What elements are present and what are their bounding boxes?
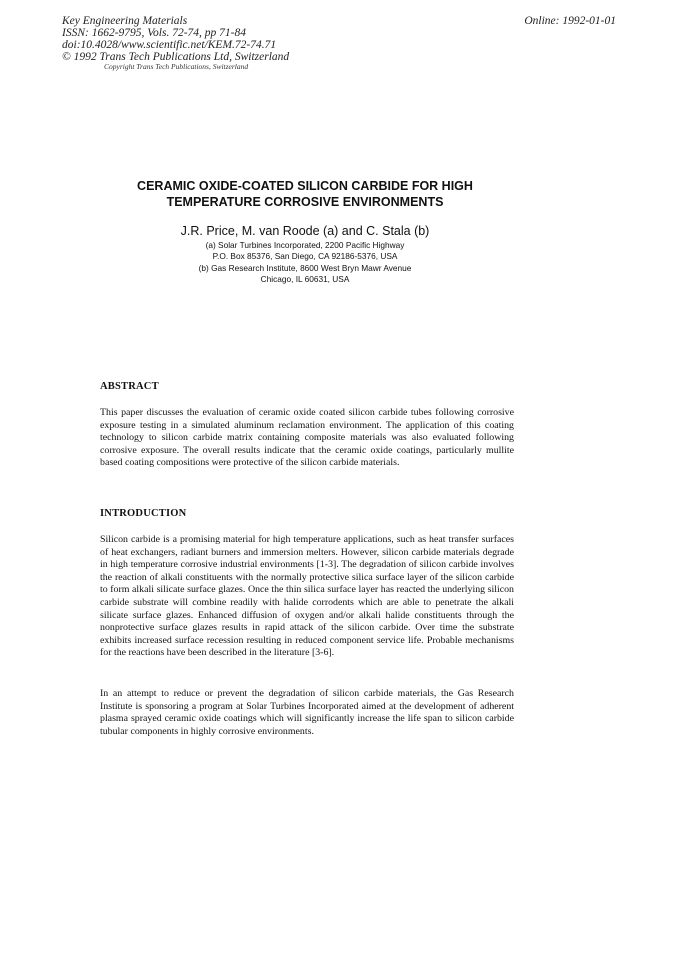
title-line-1: CERAMIC OXIDE-COATED SILICON CARBIDE FOR HIGH xyxy=(137,179,473,193)
issn-line: ISSN: 1662-9795, Vols. 72-74, pp 71-84 xyxy=(62,27,246,39)
abstract-text: This paper discusses the evaluation of ceramic oxide coated silicon carbide tubes following corrosive exposure testing in a simulated aluminum reclamation environment. The application of this coating technology to silicon carbide matrix containing composite materials was also evaluated following corrosive exposure. The overall results indicate that the ceramic oxide coatings, particularly mullite based coating compositions were protective of the silicon carbide materials. xyxy=(100,407,514,469)
paper-title xyxy=(98,178,512,210)
publisher-watermark: Copyright Trans Tech Publications, Switzerland xyxy=(104,62,249,71)
title-line-2: TEMPERATURE CORROSIVE ENVIRONMENTS xyxy=(166,195,444,209)
doi-line: doi:10.4028/www.scientific.net/KEM.72-74.71 xyxy=(62,39,277,51)
affiliation-line: Chicago, IL 60631, USA xyxy=(260,273,350,284)
author-list: J.R. Price, M. van Roode (a) and C. Stala (b) xyxy=(180,224,430,238)
affiliation-line: (a) Solar Turbines Incorporated, 2200 Pacific Highway xyxy=(205,240,405,250)
introduction-heading: INTRODUCTION xyxy=(100,508,187,519)
affiliation-line: (b) Gas Research Institute, 8600 West Bryn Mawr Avenue xyxy=(198,262,412,273)
affiliations xyxy=(98,240,512,285)
introduction-paragraph-2: In an attempt to reduce or prevent the degradation of silicon carbide materials, the Gas Research Institute is sponsoring a program at Solar Turbines Incorporated aimed at the development of adherent plasma sprayed ceramic oxide coatings which will significantly increase the life span to silicon carbide tubular components in highly corrosive environments. xyxy=(100,688,514,737)
online-date: Online: 1992-01-01 xyxy=(524,15,616,27)
affiliation-line: P.O. Box 85376, San Diego, CA 92186-5376, USA xyxy=(212,251,398,262)
abstract-heading: ABSTRACT xyxy=(100,381,159,392)
journal-name: Key Engineering Materials xyxy=(62,15,188,27)
introduction-paragraph-1: Silicon carbide is a promising material for high temperature applications, such as heat transfer surfaces of heat exchangers, radiant burners and immersion melters. However, silicon carbide materials degrade in high temperature corrosive industrial environments [1-3]. The degradation of silicon carbide involves the reaction of alkali constituents with the normally protective silica surface layer of the silicon carbide to form alkali silicate surface glazes. Once the thin silica surface layer has reacted the underlying silicon carbide substrate will combine readily with halide corrodents which are able to penetrate the alkali silicate surface glazes. Enhanced diffusion of oxygen and/or alkali halide constituents through the nonprotective surface glazes results in rapid attack of the silicon carbide. Over time the substrate exhibits increased surface recession resulting in reduced component service life. Probable mechanisms for the reactions have been described in the literature [3-6]. xyxy=(100,534,514,659)
copyright-line: © 1992 Trans Tech Publications Ltd, Switzerland xyxy=(62,51,290,63)
journal-header xyxy=(62,15,289,63)
